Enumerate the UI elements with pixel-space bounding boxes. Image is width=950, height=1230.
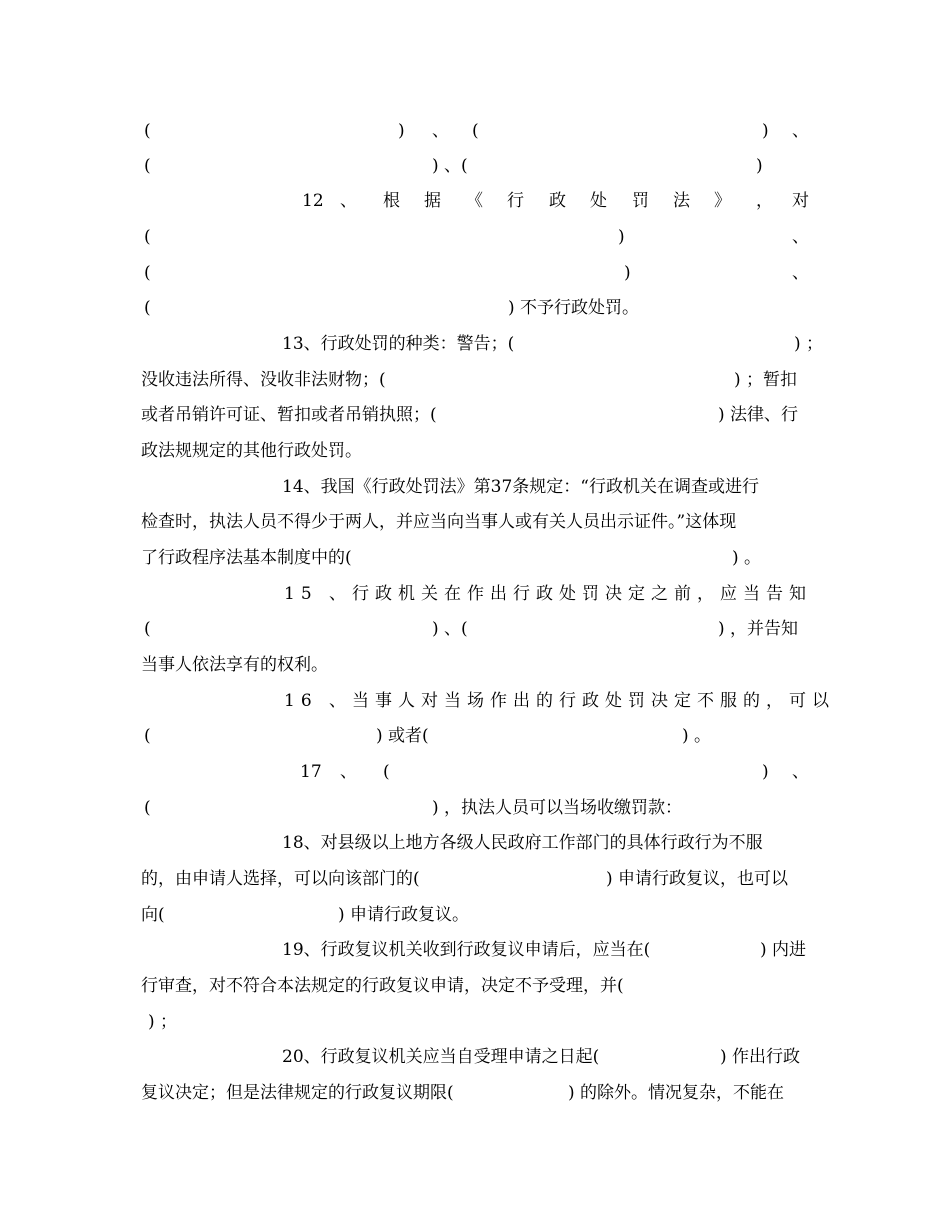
blank-close: ) — [762, 762, 769, 782]
char: 《 — [466, 191, 483, 211]
question-16: 16 、当事人对当场作出的行政处罚决定不服的，可以 — [284, 691, 836, 711]
blank-close: ) — [756, 156, 763, 176]
line-text: ) 申请行政复议。 — [338, 905, 470, 925]
line-text: ) 作出行政 — [720, 1047, 801, 1067]
blank-close: ) 、( — [432, 156, 468, 176]
blank-close: ) — [398, 121, 405, 141]
char: ， — [756, 191, 773, 211]
line-text: 了行政程序法基本制度中的( — [141, 548, 352, 568]
char: 罚 — [632, 191, 649, 211]
line-text: ) ，执法人员可以当场收缴罚款： — [432, 798, 683, 818]
line-text: ) ，并告知 — [718, 619, 799, 639]
question-18: 18、对县级以上地方各级人民政府工作部门的具体行政行为不服 — [282, 833, 763, 853]
paren-open: ( — [144, 121, 151, 141]
comma: 、 — [340, 191, 357, 211]
paren-open: ( — [144, 156, 151, 176]
paren-open: ( — [144, 263, 151, 283]
line-text: 或者吊销许可证、暂扣或者吊销执照；( — [141, 405, 437, 425]
line-text: 的，由申请人选择，可以向该部门的( — [141, 869, 420, 889]
blank-close: ) 、( — [432, 619, 468, 639]
paren-open: ( — [144, 227, 151, 247]
blank-close: ) — [618, 227, 625, 247]
paren-open: ( — [144, 298, 151, 318]
char: 法 — [673, 191, 690, 211]
question-12-number: 12 — [302, 191, 324, 211]
paren-open: ( — [144, 798, 151, 818]
comma: 、 — [792, 762, 809, 782]
char: 政 — [549, 191, 566, 211]
blank-close: ) ； — [794, 334, 824, 354]
line-text: ) 的除外。情况复杂，不能在 — [568, 1083, 785, 1103]
char: 据 — [424, 191, 441, 211]
paren-open: ( — [383, 762, 390, 782]
line-text: 没收违法所得、没收非法财物；( — [141, 370, 386, 390]
question-17-number: 17 — [300, 762, 322, 782]
question-14: 14、我国《行政处罚法》第37条规定：“行政机关在调查或进行 — [282, 477, 759, 497]
char: 对 — [792, 191, 809, 211]
comma: 、 — [792, 263, 809, 283]
comma: 、 — [792, 121, 809, 141]
line-text: ) 。 — [732, 548, 762, 568]
char: 》 — [714, 191, 731, 211]
line-text: ) 法律、行 — [718, 405, 799, 425]
paragraph-line: 行审查，对不符合本法规定的行政复议申请，决定不予受理，并( — [141, 976, 624, 996]
paragraph-line: 检查时，执法人员不得少于两人，并应当向当事人或有关人员出示证件。”这体现 — [141, 512, 737, 532]
line-text: ) 内进 — [760, 940, 807, 960]
question-19: 19、行政复议机关收到行政复议申请后，应当在( — [282, 940, 651, 960]
blank-close: ) — [762, 121, 769, 141]
line-text: ) 或者( — [376, 726, 429, 746]
paragraph-line: ) ； — [148, 1012, 178, 1032]
line-text: ) ；暂扣 — [734, 370, 798, 390]
paren-open: ( — [144, 619, 151, 639]
question-20: 20、行政复议机关应当自受理申请之日起( — [282, 1047, 600, 1067]
paragraph-line: 当事人依法享有的权利。 — [141, 655, 328, 675]
char: 行 — [507, 191, 524, 211]
paragraph-line: 政法规规定的其他行政处罚。 — [141, 441, 362, 461]
question-15: 15 、行政机关在作出行政处罚决定之前，应当告知 — [284, 584, 813, 604]
paren-open: ( — [144, 726, 151, 746]
char: 根 — [383, 191, 400, 211]
line-text: 向( — [141, 905, 165, 925]
line-text: 复议决定；但是法律规定的行政复议期限( — [141, 1083, 454, 1103]
line-text: ) 不予行政处罚。 — [508, 298, 640, 318]
line-text: ) 申请行政复议，也可以 — [606, 869, 789, 889]
comma: 、 — [432, 121, 449, 141]
question-13: 13、行政处罚的种类：警告；( — [282, 334, 515, 354]
paren-open: ( — [472, 121, 479, 141]
comma: 、 — [792, 227, 809, 247]
char: 处 — [590, 191, 607, 211]
line-text: ) 。 — [682, 726, 712, 746]
blank-close: ) — [624, 263, 631, 283]
comma: 、 — [340, 762, 357, 782]
